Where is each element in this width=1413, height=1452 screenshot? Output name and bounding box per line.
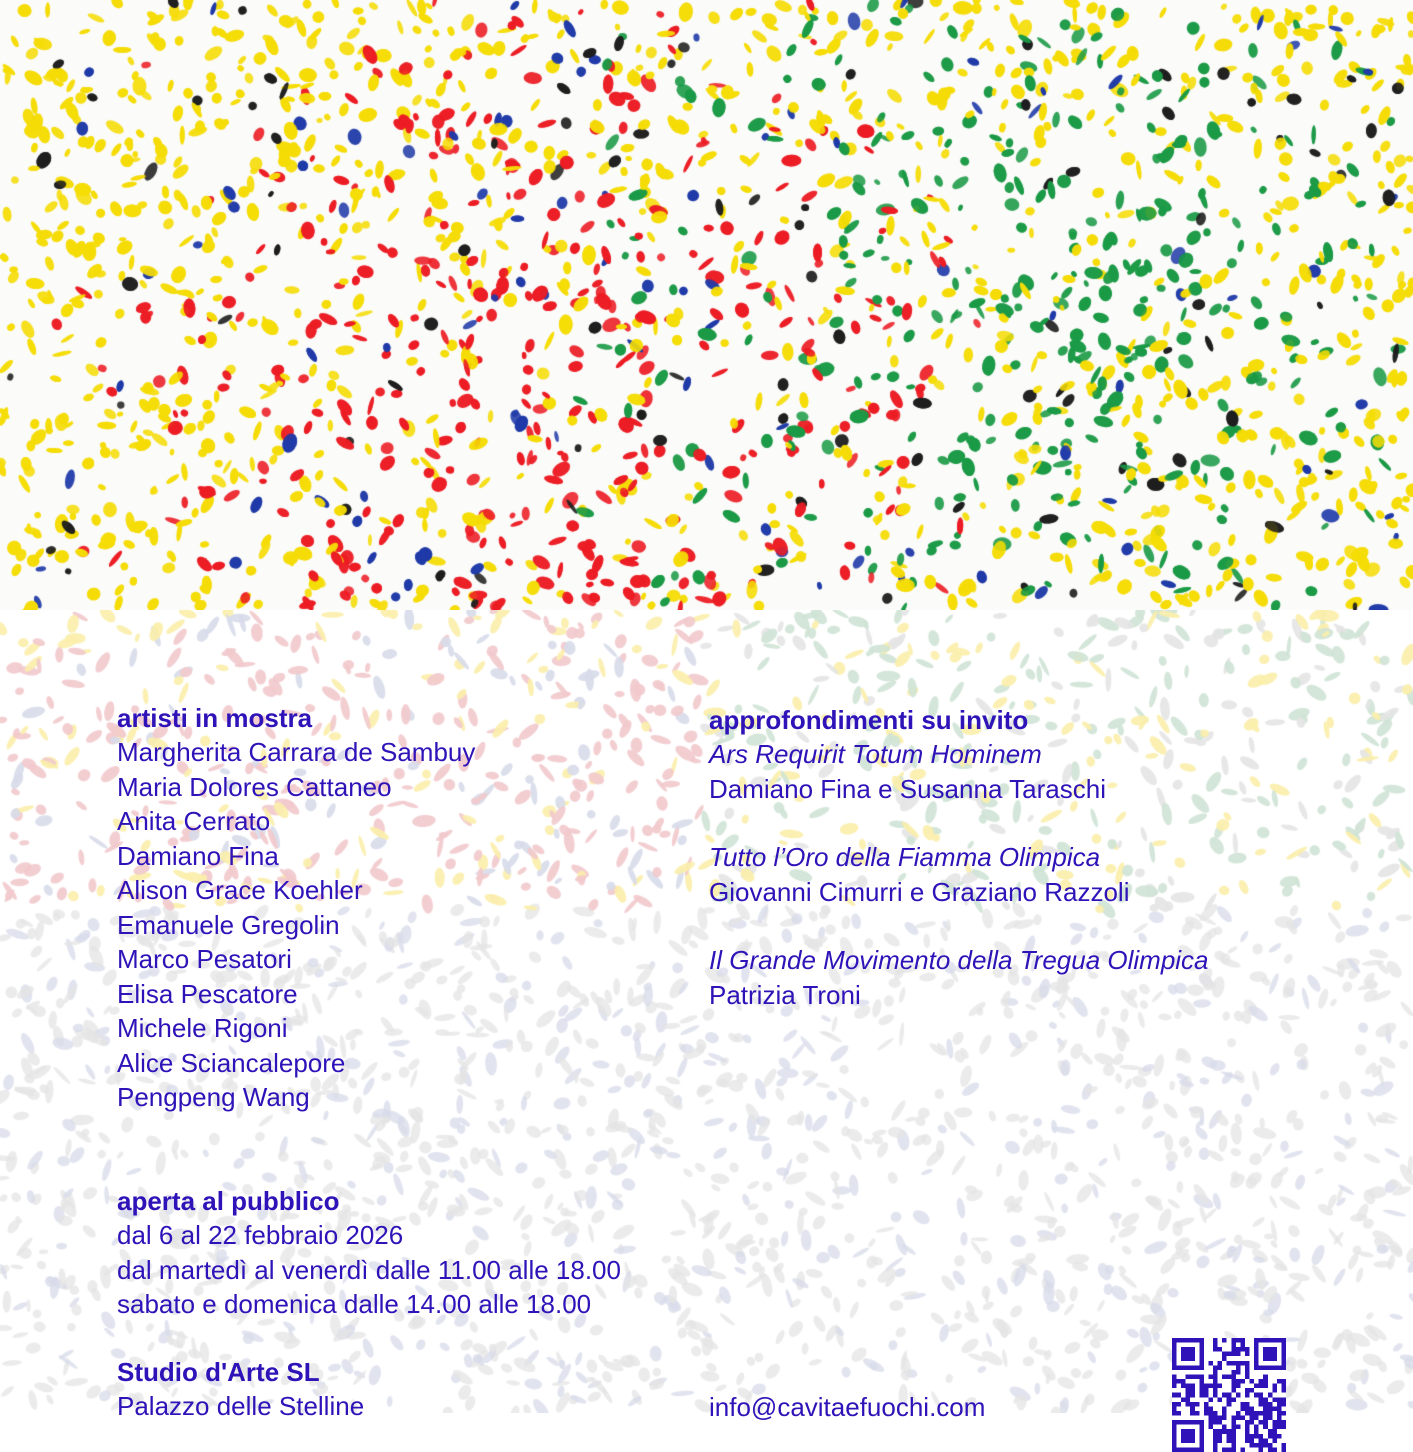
contact-email[interactable]: info@cavitaefuochi.com [709, 1392, 986, 1422]
opening-heading: aperta al pubblico [117, 1186, 340, 1216]
artists-section [117, 701, 475, 1115]
talk-list [709, 737, 1209, 1012]
talks-heading: approfondimenti su invito [709, 705, 1029, 735]
artwork-painting [0, 0, 1413, 610]
venue-name: Studio d'Arte SL [117, 1357, 320, 1387]
artist-name: Alison Grace Koehler [117, 875, 363, 905]
artist-name: Anita Cerrato [117, 806, 271, 836]
talks-section [709, 703, 1209, 1046]
talk-speakers: Giovanni Cimurri e Graziano Razzoli [709, 876, 1130, 907]
venue-address: Palazzo delle Stelline [117, 1391, 365, 1421]
talk-speakers: Patrizia Troni [709, 979, 861, 1010]
talk-item [709, 840, 1209, 909]
opening-weekend: sabato e domenica dalle 14.00 alle 18.00 [117, 1289, 592, 1319]
artist-name: Michele Rigoni [117, 1013, 288, 1043]
artist-name: Marco Pesatori [117, 944, 292, 974]
talk-title: Il Grande Movimento della Tregua Olimpica [709, 945, 1209, 975]
artist-name: Margherita Carrara de Sambuy [117, 737, 476, 767]
artist-name: Emanuele Gregolin [117, 909, 340, 940]
talk-title: Ars Requirit Totum Hominem [709, 739, 1042, 769]
artist-name: Maria Dolores Cattaneo [117, 771, 392, 802]
talk-title: Tutto l’Oro della Fiamma Olimpica [709, 842, 1101, 872]
venue-section [117, 1355, 364, 1424]
qr-code-icon[interactable] [1172, 1338, 1286, 1452]
opening-dates: dal 6 al 22 febbraio 2026 [117, 1220, 404, 1250]
artist-name: Alice Sciancalepore [117, 1047, 346, 1078]
artist-list [117, 735, 475, 1115]
artist-name: Pengpeng Wang [117, 1082, 310, 1112]
opening-section [117, 1184, 621, 1322]
talk-item [709, 943, 1209, 1012]
talk-speakers: Damiano Fina e Susanna Taraschi [709, 773, 1106, 804]
opening-weekdays: dal martedì al venerdì dalle 11.00 alle 18.00 [117, 1254, 621, 1285]
artist-name: Elisa Pescatore [117, 978, 298, 1009]
talk-item [709, 737, 1209, 806]
artist-name: Damiano Fina [117, 840, 279, 871]
contact-section [709, 1390, 985, 1425]
artists-heading: artisti in mostra [117, 703, 313, 733]
